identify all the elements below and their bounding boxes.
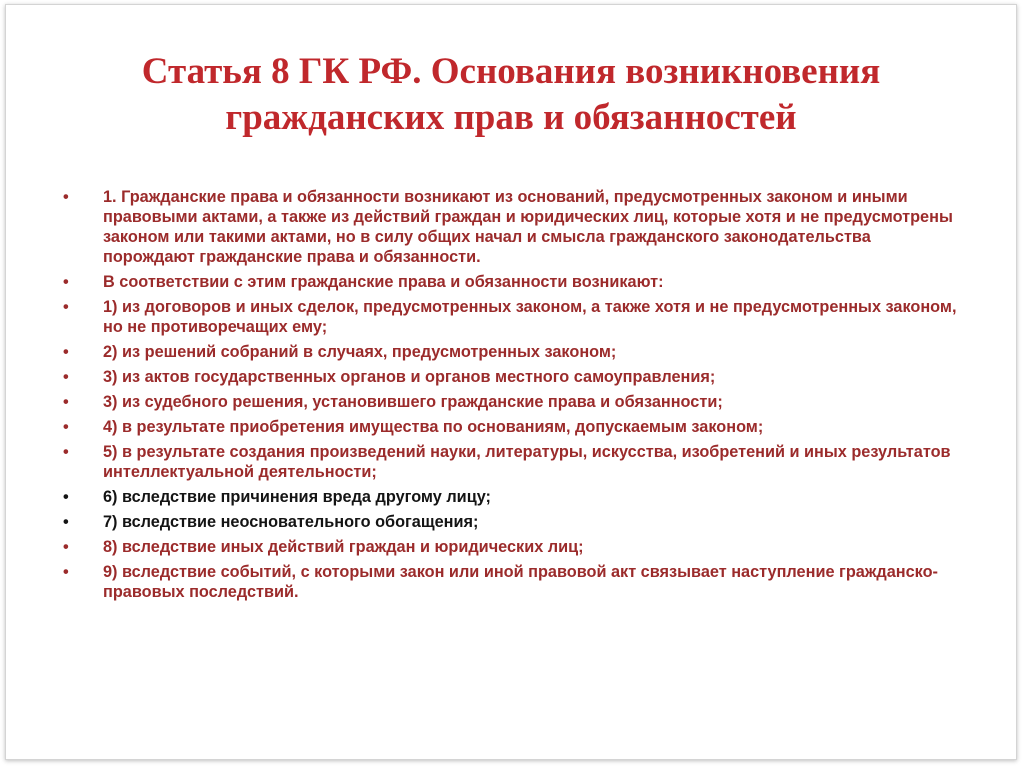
list-item xyxy=(63,487,963,507)
list-item-text: 4) в результате приобретения имущества по основаниям, допускаемым законом; xyxy=(103,418,764,436)
slide-title xyxy=(26,49,996,141)
list-item xyxy=(63,417,963,437)
list-item-text: 5) в результате создания произведений науки, литературы, искусства, изобретений и иных результатов интеллектуальной деятельности; xyxy=(103,443,951,481)
bullet-icon: • xyxy=(63,393,69,411)
list-item xyxy=(63,297,963,337)
bullet-icon: • xyxy=(63,188,69,206)
list-item xyxy=(63,512,963,532)
slide xyxy=(5,4,1017,760)
list-item xyxy=(63,562,963,602)
list-item xyxy=(63,442,963,482)
list-item-text: 1) из договоров и иных сделок, предусмотренных законом, а также хотя и не предусмотренных законом, но не противоречащих ему; xyxy=(103,298,957,336)
bullet-icon: • xyxy=(63,443,69,461)
list-item-text: 1. Гражданские права и обязанности возникают из оснований, предусмотренных законом и иными правовыми актами, а также из действий граждан и юридических лиц, которые хотя и не предусмотрены законом или такими актами, но в силу общих начал и смысла гражданского законодательства порождают гражданские права и обязанности. xyxy=(103,188,953,266)
bullet-icon: • xyxy=(63,488,69,506)
list-item-text: 8) вследствие иных действий граждан и юридических лиц; xyxy=(103,538,584,556)
bullet-icon: • xyxy=(63,538,69,556)
list-item xyxy=(63,537,963,557)
bullet-icon: • xyxy=(63,343,69,361)
bullet-list xyxy=(63,187,963,607)
bullet-icon: • xyxy=(63,418,69,436)
list-item-text: 3) из актов государственных органов и органов местного самоуправления; xyxy=(103,368,716,386)
list-item-text: 6) вследствие причинения вреда другому лицу; xyxy=(103,488,491,506)
bullet-icon: • xyxy=(63,298,69,316)
bullet-icon: • xyxy=(63,563,69,581)
bullet-icon: • xyxy=(63,273,69,291)
list-item-text: В соответствии с этим гражданские права и обязанности возникают: xyxy=(103,273,664,291)
list-item xyxy=(63,342,963,362)
list-item xyxy=(63,187,963,267)
list-item xyxy=(63,367,963,387)
list-item-text: 9) вследствие событий, с которыми закон или иной правовой акт связывает наступление гражданско-правовых последствий. xyxy=(103,563,938,601)
list-item xyxy=(63,272,963,292)
slide-title-line-1: Статья 8 ГК РФ. Основания возникновения xyxy=(141,51,881,92)
bullet-icon: • xyxy=(63,368,69,386)
list-item-text: 2) из решений собраний в случаях, предусмотренных законом; xyxy=(103,343,617,361)
bullet-icon: • xyxy=(63,513,69,531)
list-item xyxy=(63,392,963,412)
list-item-text: 7) вследствие неосновательного обогащения; xyxy=(103,513,479,531)
list-item-text: 3) из судебного решения, установившего гражданские права и обязанности; xyxy=(103,393,723,411)
slide-title-line-2: гражданских прав и обязанностей xyxy=(225,97,797,138)
